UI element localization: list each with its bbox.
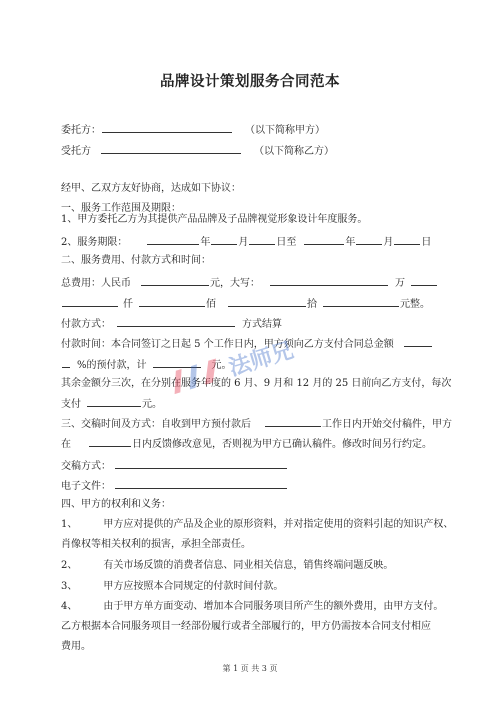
month-text: 月 (383, 237, 394, 248)
prepay-line (61, 357, 232, 373)
right-4 (61, 600, 443, 614)
delivery-text-b: 工作日内开始交付稿件，甲方 (322, 419, 452, 430)
start-day-blank (249, 234, 275, 245)
shi-blank (228, 296, 306, 307)
watermark-text: 法师兄 (226, 338, 297, 382)
percent-blank-a (404, 336, 432, 347)
right-2 (61, 559, 393, 573)
pay-time-line (61, 336, 433, 352)
pay-method-blank (117, 316, 235, 327)
right-4-text: 由于甲方单方面变动、增加本合同服务项目所产生的额外费用，由甲方支付。 (103, 601, 444, 612)
feedback-text-b: 日内反馈修改意见，否则视为甲方已确认稿件。修改时间另行约定。 (132, 439, 432, 450)
workday-blank (265, 416, 321, 427)
end-month-blank (356, 234, 382, 245)
start-year-blank (147, 234, 199, 245)
client-note: （以下简称甲方） (245, 125, 325, 136)
yuan-blank (323, 296, 399, 307)
yuanzheng-text: 元整。 (400, 299, 430, 310)
item-number: 4、 (61, 601, 78, 612)
total-amount-blank (141, 275, 209, 286)
client-label: 委托方： (61, 125, 101, 136)
client-blank (102, 122, 232, 133)
pay-method-line (61, 316, 282, 332)
page-title: 品牌设计策划服务合同范本 (160, 74, 340, 90)
day-to-text: 日至 (276, 237, 297, 248)
yuan-daxie-text: 元，大写： (210, 278, 260, 289)
agent-blank (101, 143, 241, 154)
bai-text: 佰 (206, 299, 216, 310)
percent-blank-b (62, 357, 70, 368)
pay-time-text: 付款时间：本合同签订之日起 5 个工作日内，甲方须向乙方支付合同总金额 (61, 339, 394, 350)
sec4-heading: 四、甲方的权利和义务： (61, 499, 171, 510)
delivery-text-a: 三、交稿时间及方式：自收到甲方预付款后 (61, 419, 251, 430)
right-1-cont: 肖像权等相关权利的损害，承担全部责任。 (61, 539, 251, 550)
item-number: 2、 (61, 560, 78, 571)
delivery-label: 交稿方式： (61, 461, 111, 472)
qian-text: 仟 (123, 299, 133, 310)
pay-label: 支付 (61, 399, 81, 410)
qian-blank (62, 296, 118, 307)
agent-label: 受托方 (61, 146, 91, 157)
page-footer: 第 1 页 共 3 页 (222, 664, 278, 673)
delivery-time-line (61, 416, 452, 432)
year-text: 年 (345, 237, 356, 248)
start-month-blank (211, 234, 237, 245)
installment-line (61, 396, 162, 412)
sec1-item1: 1、甲方委托乙方为其提供产品品牌及子品牌视觉形象设计年度服务。 (61, 214, 368, 225)
period-label: 2、服务期限： (61, 237, 128, 248)
item-number: 3、 (61, 581, 78, 592)
pay-method-suffix: 方式结算 (242, 319, 282, 330)
right-5: 乙方根据本合同服务项目一经部份履行或者全部履行的，甲方仍需按本合同支付相应 (61, 621, 431, 632)
installment-blank (87, 396, 141, 407)
right-1 (61, 518, 453, 532)
right-5-cont: 费用。 (61, 641, 91, 652)
delivery-method-blank (115, 458, 287, 469)
right-3 (61, 580, 283, 594)
remaining-payment-line: 其余金额分三次，在分别在服务年度的 6 月、9 月和 12 月的 25 日前向乙方支付，每次 (61, 378, 452, 389)
pay-yuan-text: 元。 (142, 399, 162, 410)
feedback-line (61, 436, 432, 452)
client-line (61, 122, 325, 138)
prepay-text-b: 元。 (211, 360, 232, 371)
email-blank (115, 478, 287, 489)
year-text: 年 (200, 237, 211, 248)
email-line (61, 478, 288, 494)
end-day-blank (394, 234, 420, 245)
feedback-text-a: 在 (61, 439, 71, 450)
email-label: 电子文件： (61, 481, 111, 492)
feedback-days-blank (89, 436, 131, 447)
prepay-amount-blank (153, 357, 201, 368)
month-text: 月 (238, 237, 249, 248)
end-year-blank (304, 234, 344, 245)
delivery-method-line (61, 458, 288, 474)
intro-text: 经甲、乙双方友好协商，达成如下协议： (61, 183, 241, 194)
bai-blank (139, 296, 205, 307)
agent-line (61, 143, 334, 159)
right-2-text: 有关市场反馈的消费者信息、同业相关信息，销售终端问题反映。 (103, 560, 394, 571)
item-number: 1、 (61, 519, 78, 530)
shi-text: 拾 (307, 299, 317, 310)
daxie-blank (270, 275, 388, 286)
amount-words-line (61, 296, 430, 312)
service-period-line (61, 234, 431, 250)
prepay-text-a: %的预付款，计 (77, 360, 147, 371)
sec2-heading: 二、服务费用、付款方式和时间： (61, 255, 211, 266)
day-text: 日 (421, 237, 432, 248)
wan-blank (411, 275, 437, 286)
wan-text: 万 (395, 278, 405, 289)
total-fee-line (61, 275, 438, 291)
sec1-heading: 一、服务工作范围及期限： (61, 203, 181, 214)
right-3-text: 甲方应按照本合同规定的付款时间付款。 (103, 581, 284, 592)
pay-method-label: 付款方式： (61, 319, 111, 330)
total-label: 总费用：人民币 (61, 278, 131, 289)
agent-note: （以下简称乙方） (254, 146, 334, 157)
right-1-text: 甲方应对提供的产品及企业的原形资料，并对指定使用的资料引起的知识产权、 (103, 519, 454, 530)
